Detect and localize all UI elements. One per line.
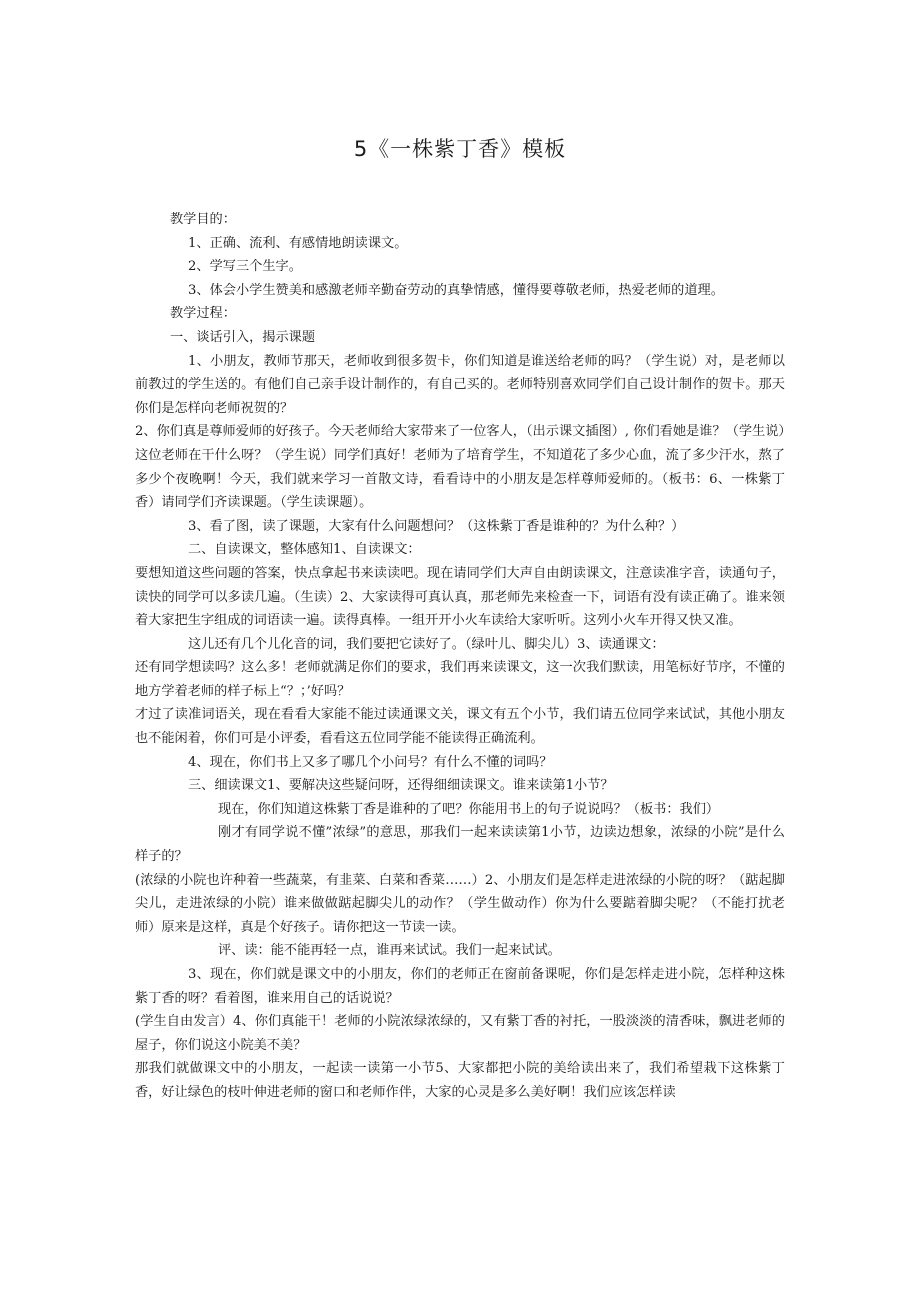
paragraph: (学生自由发言）4、你们真能干！老师的小院浓绿浓绿的，又有紫丁香的衬托，一股淡淡的清香味，飘进老师的屋子，你们说这小院美不美？ [135, 1014, 785, 1053]
paragraph: (浓绿的小院也许种着一些蔬菜，有韭菜、白菜和香菜……）2、小朋友们是怎样走进浓绿的小院的呀？（踮起脚尖儿，走进浓绿的小院）谁来做做踮起脚尖儿的动作？（学生做动作）你为什么要踮着脚尖呢？（不能打扰老师）原来是这样，真是个好孩子。请你把这一节读一读。 [135, 872, 785, 935]
paragraph: 评、读：能不能再轻一点，谁再来试试。我们一起来试试。 [218, 943, 561, 959]
paragraph: 刚才有同学说不懂”浓绿”的意思，那我们一起来读读第1小节，边读边想象，浓绿的小院”是什么样子的？ [135, 825, 785, 865]
document-title: 5《一株紫丁香》模板 [353, 137, 567, 161]
paragraph: 还有同学想读吗？这么多！老师就满足你们的要求，我们再来读课文，这一次我们默读，用笔标好节序，不懂的地方学着老师的样子标上“？；’好吗？ [135, 660, 785, 699]
paragraph: 3、现在，你们就是课文中的小朋友，你们的老师正在窗前备课呢，你们是怎样走进小院，怎样种这株紫丁香的呀？看着图，谁来用自己的话说说？ [135, 967, 785, 1006]
paragraph: 一、谈话引入，揭示课题 [170, 329, 316, 345]
paragraph: 那我们就做课文中的小朋友，一起读一读第一小节5、大家都把小院的美给读出来了，我们希望栽下这株紫丁香，好让绿色的枝叶伸进老师的窗口和老师作伴，大家的心灵是多么美好啊！我们应该怎样读 [135, 1061, 785, 1100]
paragraph: 要想知道这些问题的答案，快点拿起书来读读吧。现在请同学们大声自由朗读课文，注意读准字音，读通句子，读快的同学可以多读几遍。（生读）2、大家读得可真认真，那老师先来检查一下，词语有没有读正确了。谁来领着大家把生字组成的词语读一遍。读得真棒。一组开开小火车读给大家听听。这列小火车开得又快又准。 [135, 565, 785, 629]
paragraph: 2、你们真是尊师爱师的好孩子。今天老师给大家带来了一位客人，（出示课文插图）, 你们看她是谁？（学生说）这位老师在干什么呀？（学生说）同学们真好！老师为了培育学生，不知道花了多少心血，流了多少汗水，熬了多少个夜晚啊！今天，我们就来学习一首散文诗，看看诗中的小朋友是怎样尊师爱师的。（板书：6、一株紫丁香）请同学们齐读课题。（学生读课题）。 [135, 424, 785, 511]
paragraph: 2、学写三个生字。 [188, 259, 302, 275]
paragraph: 3、看了图，读了课题，大家有什么问题想问？（这株紫丁香是谁种的？为什么种？） [188, 518, 685, 534]
paragraph: 教学过程： [170, 306, 236, 322]
paragraph: 现在，你们知道这株紫丁香是谁种的了吧？你能用书上的句子说说吗？（板书：我们） [218, 801, 720, 817]
paragraph: 才过了读准词语关，现在看看大家能不能过读通课文关，课文有五个小节，我们请五位同学来试试，其他小朋友也不能闲着，你们可是小评委，看看这五位同学能不能读得正确流利。 [135, 707, 785, 747]
paragraph: 1、小朋友，教师节那天，老师收到很多贺卡，你们知道是谁送给老师的吗？（学生说）对，是老师以前教过的学生送的。有他们自己亲手设计制作的，有自己买的。老师特别喜欢同学们自己设计制作的贺卡。那天你们是怎样向老师祝贺的？ [135, 353, 785, 416]
paragraph: 教学目的： [170, 212, 236, 227]
paragraph: 4、现在，你们书上又多了哪几个小问号？有什么不懂的词吗？ [188, 754, 553, 770]
paragraph: 1、正确、流利、有感情地朗读课文。 [188, 235, 408, 251]
paragraph: 3、体会小学生赞美和感激老师辛勤奋劳动的真挚情感，懂得要尊敬老师，热爱老师的道理。 [188, 282, 724, 298]
paragraph: 二、自读课文，整体感知1、自读课文： [188, 542, 421, 558]
paragraph: 三、细读课文1、要解决这些疑问呀，还得细细读课文。谁来读第1小节？ [188, 778, 614, 794]
paragraph: 这儿还有几个儿化音的词，我们要把它读好了。（绿叶儿、脚尖儿）3、读通课文： [188, 636, 665, 652]
document-body [135, 208, 785, 1105]
